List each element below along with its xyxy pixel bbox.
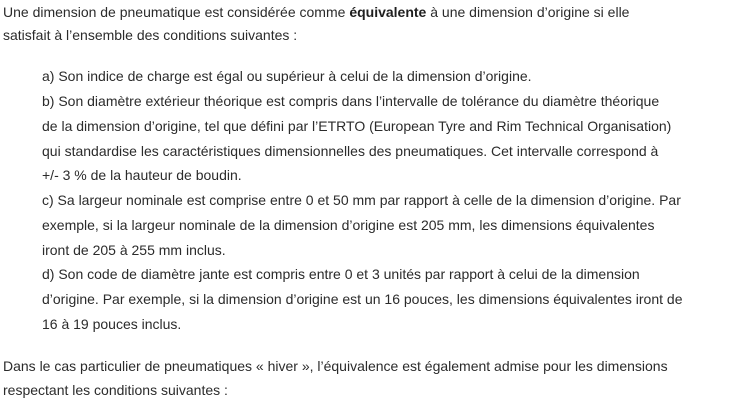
condition-a-line-1: a) Son indice de charge est égal ou supérieur à celui de la dimension d’origine. — [42, 68, 532, 84]
condition-d-line-3: 16 à 19 pouces inclus. — [42, 316, 182, 332]
intro-text-after-bold: à une dimension d’origine si elle — [426, 4, 630, 20]
condition-d-line-1: d) Son code de diamètre jante est compris entre 0 et 3 unités par rapport à celui de la dimension — [42, 266, 640, 282]
intro-line-1 — [3, 0, 629, 25]
condition-b-line-3: qui standardise les caractéristiques dimensionnelles des pneumatiques. Cet intervalle correspond à — [42, 143, 659, 159]
intro-bold-term: équivalente — [349, 4, 427, 20]
winter-line-1: Dans le cas particulier de pneumatiques « hiver », l’équivalence est également admise pour les dimensions — [3, 358, 668, 374]
intro-line-2: satisfait à l’ensemble des conditions suivantes : — [3, 27, 298, 43]
intro-text-before-bold: Une dimension de pneumatique est considérée comme — [3, 4, 350, 20]
winter-line-2: respectant les conditions suivantes : — [3, 382, 228, 398]
condition-b-line-1: b) Son diamètre extérieur théorique est compris dans l’intervalle de tolérance du diamètre théorique — [42, 93, 660, 109]
condition-c-line-2: exemple, si la largeur nominale de la dimension d’origine est 205 mm, les dimensions équivalentes — [42, 217, 655, 233]
condition-b-line-2: de la dimension d’origine, tel que défini par l’ETRTO (European Tyre and Rim Technical Organisation) — [42, 118, 672, 134]
condition-c-line-3: iront de 205 à 255 mm inclus. — [42, 242, 226, 258]
condition-c-line-1: c) Sa largeur nominale est comprise entre 0 et 50 mm par rapport à celle de la dimension d’origine. Par — [42, 192, 681, 208]
condition-d-line-2: d’origine. Par exemple, si la dimension d’origine est un 16 pouces, les dimensions équivalentes iront de — [42, 291, 683, 307]
condition-b-line-4: +/- 3 % de la hauteur de boudin. — [42, 167, 242, 183]
